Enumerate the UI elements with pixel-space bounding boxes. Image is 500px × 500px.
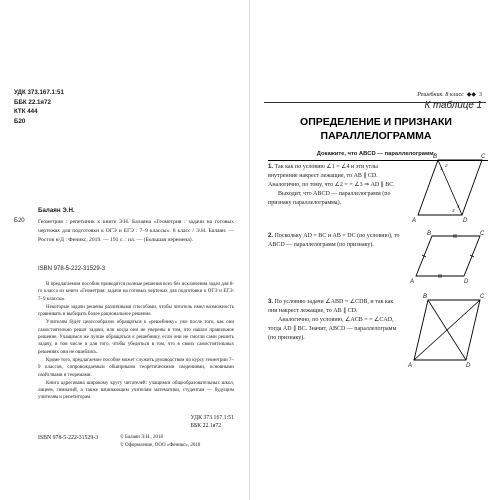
vertex-label: D	[466, 363, 471, 369]
annotation-paragraph: Учителям будет целесообразно обращаться к «решебнику» уже после того, как они самостоятельно решат задачи, или когда они не уверены в том, что нашли правильное решение. Учащимся же лучше обращаться к решебнику, если они не смогли сами решить задачу, в том числе и для того, чтобы убедиться в том, что в своих самостоятельных решениях они не ошиблись.	[38, 320, 234, 355]
problem-text: По условию задачи ∠ABD = ∠CDB, и так как они накрест лежащие, то AB ∥ CD.	[268, 299, 394, 314]
page-number: 3	[479, 91, 482, 98]
running-head-text: Решебник. 8 класс	[417, 91, 464, 98]
section-title-line: ПАРАЛЛЕЛОГРАММА	[320, 130, 432, 142]
vertex-label: B	[433, 154, 438, 160]
problem-number: 3.	[268, 299, 274, 305]
page-marker-icon: ◆◆	[466, 92, 476, 98]
vertex-label: D	[463, 218, 468, 224]
vertex-label: A	[408, 363, 413, 369]
vertex-label: A	[410, 279, 415, 284]
annotation-paragraph: Некоторые задачи решены различными способами, чтобы читатель имел возможность сравнивать и выбирать более рациональное решение.	[38, 304, 234, 318]
angle-label: 3	[452, 208, 455, 213]
parallelogram-figure-2	[404, 228, 488, 284]
angle-label: 1	[440, 166, 443, 171]
parallelogram-figure-3	[402, 290, 490, 370]
copyright-line: © Оформление, ООО «Феникс», 2018	[120, 443, 201, 449]
copyright-line: © Балаян Э.Н., 2018	[120, 435, 164, 440]
angle-label: 2	[445, 163, 448, 168]
annotation-paragraph: В предлагаемом пособии приводятся полные решения всех без исключения задач для 8-го класса из книги «Геометрия: задачи на готовых чертежах для подготовки к ОГЭ и ЕГЭ: 7–9 классы».	[38, 282, 234, 302]
angle-label: 4	[457, 204, 460, 209]
problem-text: Так как по условию ∠1 = ∠4 и эти углы внутренние накрест лежащие, то AB ∥ CD. Аналогично, по тому, что ∠2 = = ∠3 ⇒ AD ∥ BC.	[268, 164, 395, 188]
table-label: К таблице 1	[424, 100, 482, 111]
udc-bottom	[191, 414, 234, 431]
isbn-top: ISBN 978-5-222-31529-3	[38, 266, 106, 272]
vertex-label: B	[423, 294, 428, 300]
problem-2	[268, 232, 402, 250]
bibliographic-description: Геометрия : репетиник к книге Э.Н. Балаяна «Геометрия : задачи на готовых чертежах для подготовки к ОГЭ и ЕГЭ : 7–9 классы». 8 класс / Э.Н. Балаян. — Ростов н/Д : Феникс, 2019. — 191 с. : ил. — (Большая перемена).	[38, 219, 234, 244]
vertex-label: C	[480, 294, 485, 300]
problem-1	[268, 163, 402, 208]
section-title-line: ОПРЕДЕЛЕНИЕ И ПРИЗНАКИ	[300, 116, 452, 128]
vertex-label: C	[480, 231, 485, 237]
parallelogram-figure-1	[404, 150, 488, 224]
ktk-line: КТК 444	[14, 108, 38, 116]
problem-text: Выходит, что ABCD — параллелограмм (по признаку параллелограмма).	[268, 191, 391, 206]
section-title	[274, 115, 478, 143]
problem-number: 1.	[268, 164, 274, 170]
problem-text: Аналогично, по условию, ∠ACB = = ∠CAD, тогда AD ∥ BC. Значит, ABCD — параллелограмм (по признаку).	[268, 317, 397, 341]
copyright	[120, 434, 200, 450]
annotation-paragraph: Кроме того, предлагаемое пособие может служить руководством по курсу геометрии 7–9 классов, сопровождаемым обширными теоретическими сведениями, основными свойствами и теоремами.	[38, 357, 234, 378]
udc-bottom-line: УДК 373.167.1:51	[190, 415, 234, 421]
annotation	[38, 281, 234, 403]
author-name: Балаян Э.Н.	[38, 207, 75, 214]
problem-text: Поскольку AD = BC и AB = DC (по условию), то ABCD — параллелограмм (по признаку).	[268, 233, 400, 248]
bbk-bottom-line: ББК 22.1я72	[190, 423, 222, 430]
vertex-label: C	[481, 154, 486, 160]
udc-line: УДК 373.167.1:51	[14, 89, 64, 96]
vertex-label: A	[412, 218, 417, 224]
vertex-label: D	[464, 279, 469, 284]
author-sign: Б20	[14, 218, 25, 224]
isbn-bottom: ISBN 978-5-222-31529-3	[38, 435, 99, 441]
annotation-paragraph: Книга адресована широкому кругу читателей: учащимся общеобразовательных школ, лицеев, гимназий, а также начинающим учителям математики, студентам — будущим учителям и репетиторам.	[38, 380, 234, 401]
problem-number: 2.	[268, 233, 274, 239]
prove-statement: Докажите, что ABCD — параллелограмм.	[316, 151, 436, 157]
problem-3	[268, 298, 402, 343]
vertex-label: B	[427, 231, 432, 237]
author-sign-line: Б20	[14, 117, 26, 125]
bbk-line: ББК 22.1я72	[14, 98, 51, 106]
running-head	[417, 91, 482, 98]
udc-block	[14, 88, 64, 126]
